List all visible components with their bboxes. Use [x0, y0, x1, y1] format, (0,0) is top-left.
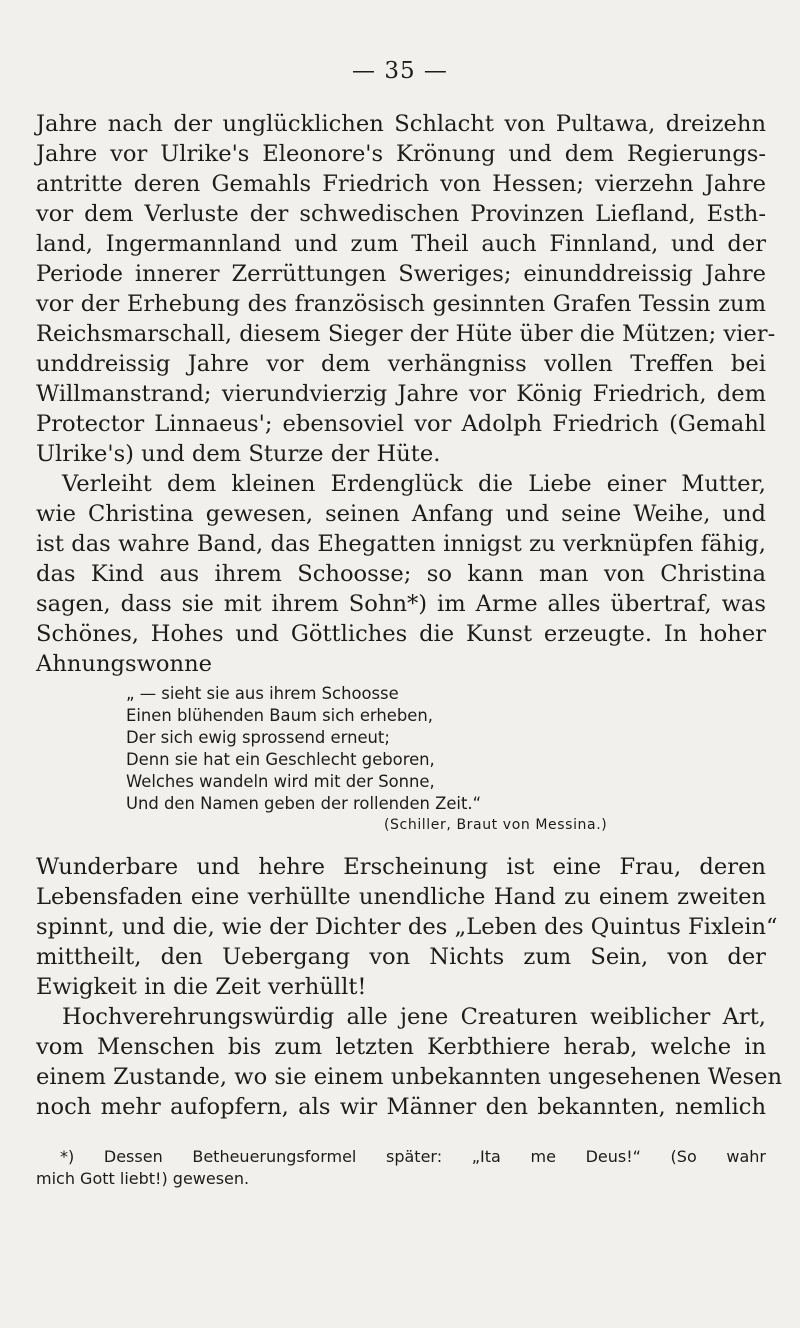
- poem-line: Denn sie hat ein Geschlecht geboren,: [126, 750, 435, 769]
- footnote-line: *) Dessen Betheuerungsformel später: „Ita me Deus!“ (So wahr: [60, 1147, 766, 1166]
- text-line: Hochverehrungswürdig alle jene Creaturen weiblicher Art,: [62, 1004, 766, 1030]
- text-line: vom Menschen bis zum letzten Kerbthiere herab, welche in: [36, 1034, 766, 1060]
- text-line: Ewigkeit in die Zeit verhüllt!: [36, 974, 367, 1000]
- text-line: sagen, dass sie mit ihrem Sohn*) im Arme alles übertraf, was: [36, 591, 766, 617]
- poem-line: „ — sieht sie aus ihrem Schoosse: [126, 684, 399, 703]
- text-line: vor der Erhebung des französisch gesinnten Grafen Tessin zum: [36, 291, 766, 317]
- poem-line: Welches wandeln wird mit der Sonne,: [126, 772, 435, 791]
- text-line: noch mehr aufopfern, als wir Männer den bekannten, nemlich: [36, 1094, 766, 1120]
- text-line: mittheilt, den Uebergang von Nichts zum Sein, von der: [36, 944, 766, 970]
- poem-line: Der sich ewig sprossend erneut;: [126, 728, 390, 747]
- text-line: Reichsmarschall, diesem Sieger der Hüte über die Mützen; vier-: [36, 321, 776, 347]
- text-line: das Kind aus ihrem Schoosse; so kann man von Christina: [36, 561, 766, 587]
- text-line: Wunderbare und hehre Erscheinung ist eine Frau, deren: [36, 854, 766, 880]
- text-line: Jahre nach der unglücklichen Schlacht von Pultawa, dreizehn: [36, 111, 766, 137]
- text-line: ist das wahre Band, das Ehegatten innigst zu verknüpfen fähig,: [36, 531, 766, 557]
- text-line: Lebensfaden eine verhüllte unendliche Hand zu einem zweiten: [36, 884, 766, 910]
- text-line: Willmanstrand; vierundvierzig Jahre vor König Friedrich, dem: [36, 381, 766, 407]
- poem-citation: (Schiller, Braut von Messina.): [384, 817, 608, 833]
- poem-line: Und den Namen geben der rollenden Zeit.“: [126, 794, 482, 813]
- text-line: einem Zustande, wo sie einem unbekannten ungesehenen Wesen: [36, 1064, 783, 1090]
- text-line: Ahnungswonne: [36, 651, 212, 677]
- text-line: vor dem Verluste der schwedischen Provinzen Liefland, Esth-: [36, 201, 766, 227]
- text-line: Protector Linnaeus'; ebensoviel vor Adolph Friedrich (Gemahl: [36, 411, 766, 437]
- page-number: — 35 —: [352, 58, 448, 84]
- text-line: unddreissig Jahre vor dem verhängniss vollen Treffen bei: [36, 351, 766, 377]
- poem-line: Einen blühenden Baum sich erheben,: [126, 706, 433, 725]
- text-line: Periode innerer Zerrüttungen Sweriges; einunddreissig Jahre: [36, 261, 766, 287]
- text-line: Ulrike's) und dem Sturze der Hüte.: [36, 441, 441, 467]
- text-line: antritte deren Gemahls Friedrich von Hessen; vierzehn Jahre: [36, 171, 766, 197]
- text-line: land, Ingermannland und zum Theil auch Finnland, und der: [36, 231, 766, 257]
- footnote-line: mich Gott liebt!) gewesen.: [36, 1169, 250, 1188]
- text-line: Schönes, Hohes und Göttliches die Kunst erzeugte. In hoher: [36, 621, 766, 647]
- text-line: Verleiht dem kleinen Erdenglück die Liebe einer Mutter,: [62, 471, 766, 497]
- text-line: Jahre vor Ulrike's Eleonore's Krönung und dem Regierungs-: [36, 141, 766, 167]
- text-line: spinnt, und die, wie der Dichter des „Leben des Quintus Fixlein“: [36, 914, 778, 940]
- text-line: wie Christina gewesen, seinen Anfang und seine Weihe, und: [36, 501, 766, 527]
